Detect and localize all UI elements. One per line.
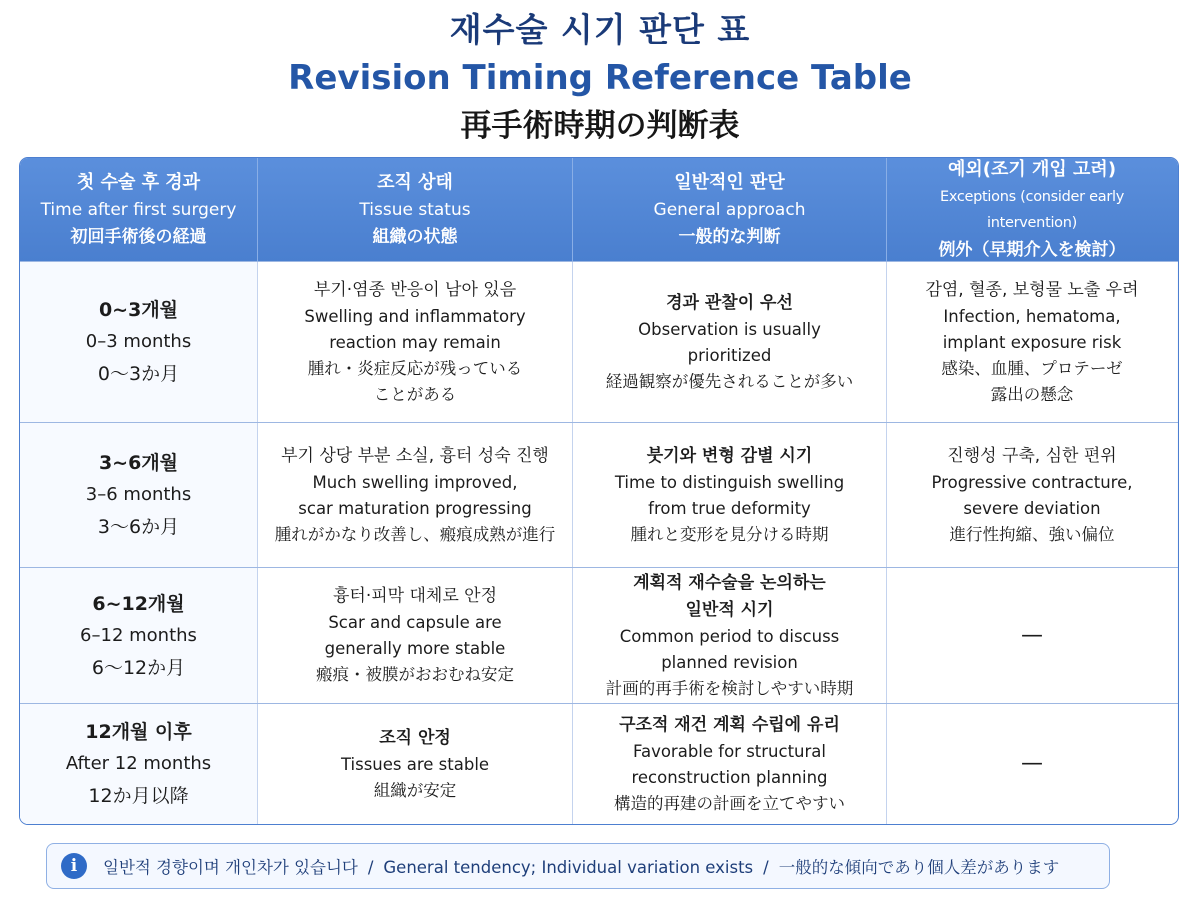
approach-ko: 경과 관찰이 우선 (666, 292, 793, 313)
approach-ko: 붓기와 변형 감별 시기 (646, 445, 813, 466)
period-ja: 0～3か月 (97, 363, 180, 385)
header-label-ja: 組織の状態 (372, 226, 458, 247)
header-label-ko: 첫 수술 후 경과 (76, 171, 201, 193)
header-exceptions (886, 158, 1177, 261)
footnote-separator: / (763, 858, 769, 877)
period-ko: 12개월 이후 (85, 721, 192, 743)
approach-ja: 腫れと変形を見分ける時期 (630, 524, 829, 544)
tissue-ko: 부기 상당 부분 소실, 흉터 성숙 진행 (281, 445, 549, 466)
tissue-en-line1: Scar and capsule are (328, 613, 502, 632)
exceptions-ja-line2: 露出の懸念 (990, 384, 1074, 404)
period-cell (20, 262, 257, 422)
header-label-en: Exceptions (consider early intervention) (939, 188, 1125, 231)
footnote-ko: 일반적 경향이며 개인차가 있습니다 (103, 858, 358, 877)
header-label-ko: 조직 상태 (377, 171, 453, 193)
tissue-cell (257, 262, 572, 422)
revision-timing-table (19, 157, 1179, 825)
tissue-en: Tissues are stable (340, 754, 490, 774)
exceptions-cell (886, 423, 1177, 567)
exceptions-en-line2: severe deviation (963, 498, 1101, 518)
period-ko: 0~3개월 (98, 299, 179, 321)
table-row (20, 422, 1178, 567)
approach-ko-line1: 계획적 재수술을 논의하는 (633, 572, 826, 593)
period-en: 6–12 months (80, 624, 197, 646)
tissue-ko: 부기·염종 반응이 남아 있음 (313, 279, 517, 300)
period-en: 3–6 months (85, 484, 192, 505)
approach-ko-line2: 일반적 시기 (685, 599, 774, 620)
tissue-en-line2: reaction may remain (329, 332, 501, 352)
table-header-row (20, 158, 1178, 261)
tissue-en-line2: generally more stable (324, 639, 506, 658)
period-ja: 3～6か月 (97, 516, 180, 538)
tissue-ja: 瘢痕・被膜がおおむね安定 (316, 665, 514, 684)
approach-en-line1: Favorable for structural (632, 741, 826, 761)
approach-en-line2: prioritized (687, 345, 772, 365)
period-ja: 12か月以降 (88, 785, 189, 807)
period-cell (20, 423, 257, 567)
period-ko: 3~6개월 (98, 452, 179, 474)
period-cell (20, 568, 257, 703)
footnote-box (46, 843, 1110, 889)
tissue-en-line2: scar maturation progressing (298, 498, 532, 518)
header-general-approach (572, 158, 886, 261)
tissue-cell (257, 704, 572, 824)
tissue-en-line1: Swelling and inflammatory (304, 306, 526, 326)
tissue-ko: 흉터·피막 대체로 안정 (332, 586, 497, 606)
approach-cell (572, 423, 886, 567)
approach-en-line2: from true deformity (648, 498, 811, 518)
approach-ja: 構造的再建の計画を立てやすい (614, 793, 845, 813)
table-row (20, 261, 1178, 422)
exceptions-empty-dash: — (1021, 622, 1043, 648)
exceptions-en-line1: Infection, hematoma, (943, 306, 1121, 326)
tissue-ja: 腫れがかなり改善し、瘢痕成熟が進行 (274, 524, 556, 544)
exceptions-ja-line1: 感染、血腫、プロテーゼ (941, 358, 1123, 378)
title-block (0, 6, 1200, 150)
tissue-ja-line2: ことがある (373, 384, 457, 404)
footnote-en: General tendency; Individual variation exists (383, 858, 754, 877)
page-title-korean: 재수술 시기 판단 표 (449, 10, 751, 49)
tissue-ja-line1: 腫れ・炎症反応が残っている (307, 358, 523, 378)
header-tissue-status (257, 158, 572, 261)
tissue-ja: 組織が安定 (373, 780, 457, 800)
footnote-text (103, 854, 1059, 878)
approach-ja: 計画的再手術を検討しやすい時期 (605, 678, 854, 698)
approach-en-line1: Common period to discuss (619, 626, 840, 646)
exceptions-cell (886, 704, 1177, 824)
approach-ko: 구조적 재건 계획 수립에 유리 (619, 714, 840, 735)
page-title-japanese: 再手術時期の判断表 (460, 108, 740, 144)
approach-en-line2: planned revision (661, 652, 798, 672)
header-label-en: General approach (653, 199, 806, 220)
approach-en-line2: reconstruction planning (631, 767, 828, 787)
exceptions-en-line1: Progressive contracture, (931, 472, 1133, 492)
exceptions-ko: 진행성 구축, 심한 편위 (947, 445, 1117, 466)
tissue-cell (257, 568, 572, 703)
approach-cell (572, 262, 886, 422)
exceptions-cell (886, 568, 1177, 703)
exceptions-empty-dash: — (1021, 751, 1043, 776)
page-title-english: Revision Timing Reference Table (288, 58, 912, 98)
exceptions-en-line2: implant exposure risk (942, 332, 1122, 352)
info-icon: i (61, 853, 87, 879)
approach-cell (572, 568, 886, 703)
header-label-ja: 例外（早期介入を検討） (938, 239, 1126, 260)
footnote-ja: 一般的な傾向であり個人差があります (778, 858, 1060, 877)
header-label-ko: 예외(조기 개입 고려) (947, 158, 1117, 180)
exceptions-cell (886, 262, 1177, 422)
footnote-separator: / (367, 858, 374, 877)
approach-cell (572, 704, 886, 824)
header-label-ja: 一般的な判断 (678, 226, 781, 247)
approach-ja: 経過観察が優先されることが多い (605, 371, 854, 391)
header-label-ja: 初回手術後の経過 (70, 226, 207, 247)
header-label-en: Time after first surgery (40, 199, 237, 220)
period-en: After 12 months (65, 753, 212, 774)
tissue-ko: 조직 안정 (379, 727, 451, 748)
tissue-cell (257, 423, 572, 567)
exceptions-ja: 進行性拘縮、強い偏位 (949, 524, 1115, 544)
period-en: 0–3 months (85, 331, 192, 352)
header-label-en: Tissue status (359, 199, 471, 220)
approach-en-line1: Time to distinguish swelling (614, 472, 845, 492)
header-label-ko: 일반적인 판단 (674, 171, 785, 193)
tissue-en-line1: Much swelling improved, (312, 472, 518, 492)
table-row (20, 567, 1178, 703)
period-ko: 6~12개월 (92, 592, 185, 615)
period-cell (20, 704, 257, 824)
table-row (20, 703, 1178, 824)
header-time-after-surgery (20, 158, 257, 261)
period-ja: 6～12か月 (91, 656, 186, 679)
approach-en-line1: Observation is usually (638, 319, 821, 339)
exceptions-ko: 감염, 혈종, 보형물 노출 우려 (925, 279, 1139, 300)
